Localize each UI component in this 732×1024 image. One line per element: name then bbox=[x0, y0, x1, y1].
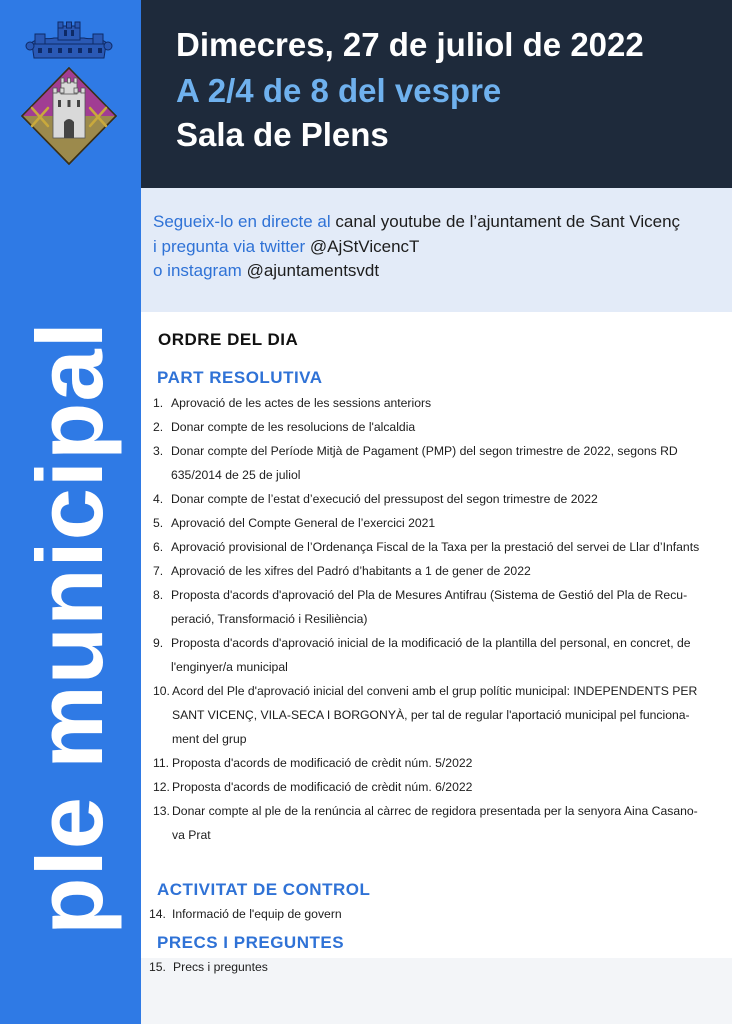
section-activitat-de-control: ACTIVITAT DE CONTROL bbox=[157, 880, 371, 899]
agenda-item-text: SANT VICENÇ, VILA-SECA I BORGONYÀ, per tal de regular l'aportació municipal pel funciona- bbox=[172, 708, 690, 722]
instagram-handle: @ajuntamentsvdt bbox=[246, 261, 380, 280]
agenda-item-text: peració, Transformació i Resiliència) bbox=[171, 612, 368, 626]
agenda-item-text: Aprovació de les xifres del Padró d’habitants a 1 de gener de 2022 bbox=[171, 564, 531, 578]
agenda-item-number: 11. bbox=[153, 756, 170, 770]
section-precs-i-preguntes: PRECS I PREGUNTES bbox=[157, 933, 345, 952]
agenda-item-text: Proposta d'acords d'aprovació del Pla de Mesures Antifrau (Sistema de Gestió del Pla de Recu- bbox=[171, 588, 688, 602]
sidebar bbox=[0, 0, 141, 1024]
agenda-item-text: Aprovació provisional de l’Ordenança Fiscal de la Taxa per la prestació del servei de Llar d’Infants bbox=[171, 540, 700, 554]
agenda-title: ORDRE DEL DIA bbox=[158, 330, 299, 349]
event-date: Dimecres, 27 de juliol de 2022 bbox=[176, 26, 644, 63]
streaming-info bbox=[141, 188, 732, 312]
section-part-resolutiva: PART RESOLUTIVA bbox=[157, 368, 323, 387]
agenda-item-number: 9. bbox=[153, 636, 164, 650]
agenda-item-text: Proposta d'acords de modificació de crèdit núm. 6/2022 bbox=[172, 780, 473, 794]
stream-line-instagram bbox=[153, 262, 379, 279]
agenda-item-text: l'enginyer/a municipal bbox=[171, 660, 288, 674]
agenda-item-number: 2. bbox=[153, 420, 164, 434]
agenda-item-number: 10. bbox=[153, 684, 170, 698]
agenda-item-number: 14. bbox=[149, 907, 166, 921]
stream-line-twitter bbox=[153, 238, 419, 255]
agenda-item-text: Proposta d'acords de modificació de crèdit núm. 5/2022 bbox=[172, 756, 473, 770]
stream-line-youtube bbox=[153, 213, 680, 230]
agenda-item-number: 8. bbox=[153, 588, 164, 602]
agenda-item-text: Proposta d'acords d'aprovació inicial de la modificació de la plantilla del personal, en concret, de bbox=[171, 636, 691, 650]
event-time: A 2/4 de 8 del vespre bbox=[176, 72, 502, 109]
twitter-handle: @AjStVicencT bbox=[309, 237, 420, 256]
agenda-item-number: 12. bbox=[153, 780, 170, 794]
coat-of-arms-icon bbox=[18, 18, 120, 168]
agenda-item-number: 3. bbox=[153, 444, 164, 458]
agenda-item-text: Acord del Ple d'aprovació inicial del conveni amb el grup polític municipal: INDEPENDENTS PER bbox=[172, 684, 698, 698]
agenda-item-text: ment del grup bbox=[172, 732, 247, 746]
vertical-title: ple municipal bbox=[17, 321, 122, 935]
agenda-item-text: 635/2014 de 25 de juliol bbox=[171, 468, 301, 482]
agenda-item-text: Aprovació de les actes de les sessions anteriors bbox=[171, 396, 432, 410]
agenda-item-number: 15. bbox=[149, 960, 166, 974]
agenda-item-text: Donar compte de l’estat d’execució del pressupost del segon trimestre de 2022 bbox=[171, 492, 598, 506]
agenda-item-number: 1. bbox=[153, 396, 164, 410]
event-header bbox=[141, 0, 732, 188]
agenda-item-number: 6. bbox=[153, 540, 164, 554]
stream-intro-text: Segueix-lo en directe al bbox=[153, 212, 331, 231]
agenda-item-text: Donar compte del Període Mitjà de Pagament (PMP) del segon trimestre de 2022, segons RD bbox=[171, 444, 678, 458]
twitter-intro-text: i pregunta via twitter bbox=[153, 237, 306, 256]
agenda-item-text: Donar compte al ple de la renúncia al càrrec de regidora presentada per la senyora Aina Casano- bbox=[172, 804, 698, 818]
agenda bbox=[141, 312, 732, 1024]
youtube-channel-text: canal youtube de l’ajuntament de Sant Vicenç bbox=[335, 212, 681, 231]
agenda-item-text: Aprovació del Compte General de l’exercici 2021 bbox=[171, 516, 436, 530]
agenda-item-number: 7. bbox=[153, 564, 164, 578]
agenda-item-text: Donar compte de les resolucions de l'alcaldia bbox=[171, 420, 416, 434]
agenda-item-text: Informació de l'equip de govern bbox=[172, 907, 342, 921]
agenda-item-text: Precs i preguntes bbox=[173, 960, 268, 974]
agenda-item-number: 13. bbox=[153, 804, 170, 818]
agenda-item-text: va Prat bbox=[172, 828, 211, 842]
agenda-item-number: 4. bbox=[153, 492, 164, 506]
instagram-intro-text: o instagram bbox=[153, 261, 242, 280]
agenda-item-number: 5. bbox=[153, 516, 164, 530]
event-place: Sala de Plens bbox=[176, 116, 389, 153]
